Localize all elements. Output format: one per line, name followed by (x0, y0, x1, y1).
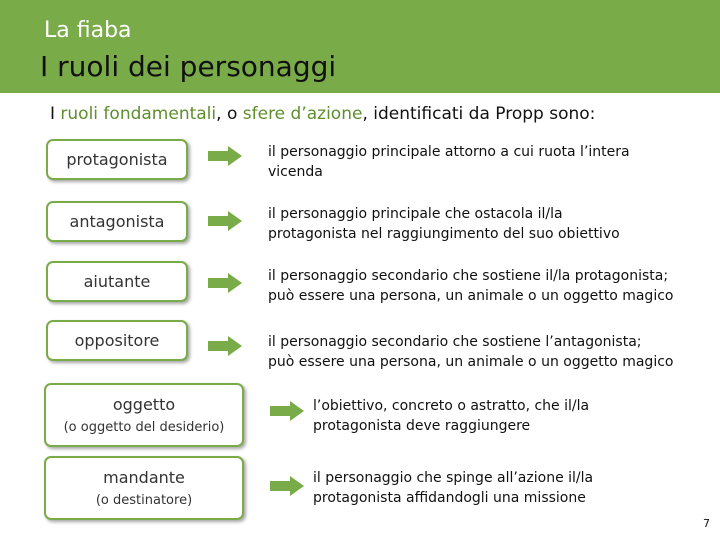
role-label: aiutante (83, 272, 151, 291)
role-label: mandante (103, 467, 185, 487)
role-description (268, 266, 673, 306)
intro-highlight: ruoli fondamentali (60, 104, 217, 124)
page-number: 7 (703, 517, 710, 530)
role-box-antagonista (46, 201, 188, 242)
description-line: il personaggio principale attorno a cui ruota l’intera (268, 144, 630, 160)
slide-header (0, 0, 720, 93)
role-description (313, 396, 589, 436)
role-box-oggetto (44, 383, 244, 447)
arrow-right-icon (270, 476, 304, 496)
section-kicker: La fiaba (44, 18, 132, 43)
description-line: protagonista nel raggiungimento del suo obiettivo (268, 226, 620, 242)
role-label: oggetto (112, 394, 176, 414)
role-label: oppositore (74, 331, 160, 350)
description-line: il personaggio secondario che sostiene l’antagonista; (268, 334, 642, 350)
description-line: può essere una persona, un animale o un oggetto magico (268, 354, 674, 370)
arrow-right-icon (208, 273, 242, 293)
intro-part: I (50, 104, 61, 124)
intro-part: , o (216, 104, 243, 124)
role-label: protagonista (66, 150, 168, 169)
role-box-protagonista (46, 139, 188, 180)
role-description (268, 142, 630, 182)
description-line: il personaggio che spinge all’azione il/la (313, 470, 594, 486)
slide-title: I ruoli dei personaggi (40, 50, 337, 83)
arrow-right-icon (208, 336, 242, 356)
arrow-right-icon (208, 211, 242, 231)
intro-part: , identificati da Propp sono: (362, 104, 596, 124)
description-line: può essere una persona, un animale o un oggetto magico (268, 288, 674, 304)
role-description (268, 204, 620, 244)
role-box-mandante (44, 456, 244, 520)
arrow-right-icon (270, 401, 304, 421)
description-line: l’obiettivo, concreto o astratto, che il/la (313, 398, 590, 414)
role-sublabel: (o destinatore) (95, 492, 193, 508)
description-line: il personaggio secondario che sostiene il/la protagonista; (268, 268, 669, 284)
role-sublabel: (o oggetto del desiderio) (63, 419, 225, 435)
role-box-aiutante (46, 261, 188, 302)
description-line: vicenda (268, 164, 323, 180)
role-description (268, 332, 673, 372)
role-label: antagonista (69, 212, 165, 231)
description-line: protagonista deve raggiungere (313, 418, 531, 434)
intro-sentence (50, 104, 595, 124)
arrow-right-icon (208, 146, 242, 166)
description-line: il personaggio principale che ostacola il/la (268, 206, 563, 222)
role-description (313, 468, 593, 508)
description-line: protagonista affidandogli una missione (313, 490, 586, 506)
role-box-oppositore (46, 320, 188, 361)
intro-highlight: sfere d’azione (242, 104, 363, 124)
